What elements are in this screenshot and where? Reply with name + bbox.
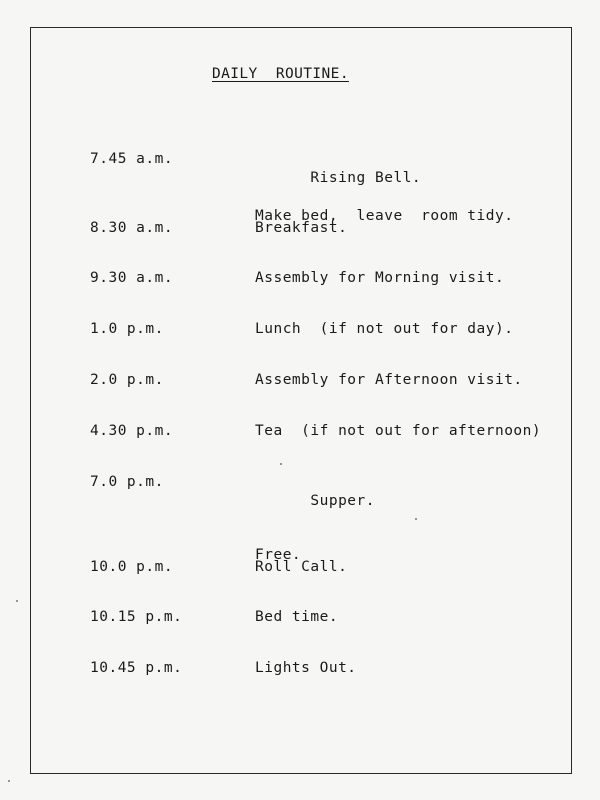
paper-speck [415,518,417,520]
entry-time: 1.0 p.m. [90,321,164,337]
entry-time: 4.30 p.m. [90,423,174,439]
entry-activity [255,473,375,603]
entry-time: 7.0 p.m. [90,474,164,490]
entry-activity-line: Make bed, leave room tidy. [255,208,514,224]
entry-activity: Bed time. [255,609,339,625]
entry-activity: Tea (if not out for afternoon) [255,423,542,439]
entry-time: 10.45 p.m. [90,660,183,676]
entry-time: 8.30 a.m. [90,220,174,236]
entry-activity [255,150,513,264]
entry-activity-line: Supper. [310,493,375,509]
entry-activity: Assembly for Afternoon visit. [255,372,523,388]
paper-speck [8,780,10,782]
entry-activity: Lunch (if not out for day). [255,321,514,337]
entry-activity: Roll Call. [255,559,348,575]
entry-activity-line: Rising Bell. [310,170,422,186]
entry-time: 9.30 a.m. [90,270,174,286]
entry-time: 10.15 p.m. [90,609,183,625]
entry-activity: Lights Out. [255,660,357,676]
entry-activity: Breakfast. [255,220,348,236]
entry-activity: Assembly for Morning visit. [255,270,505,286]
entry-activity-line: Free. [255,547,302,563]
entry-time: 10.0 p.m. [90,559,174,575]
page-title: DAILY ROUTINE. [212,66,349,82]
entry-time: 2.0 p.m. [90,372,164,388]
entry-time: 7.45 a.m. [90,151,174,167]
paper-speck [280,463,282,465]
paper-speck [16,600,18,602]
